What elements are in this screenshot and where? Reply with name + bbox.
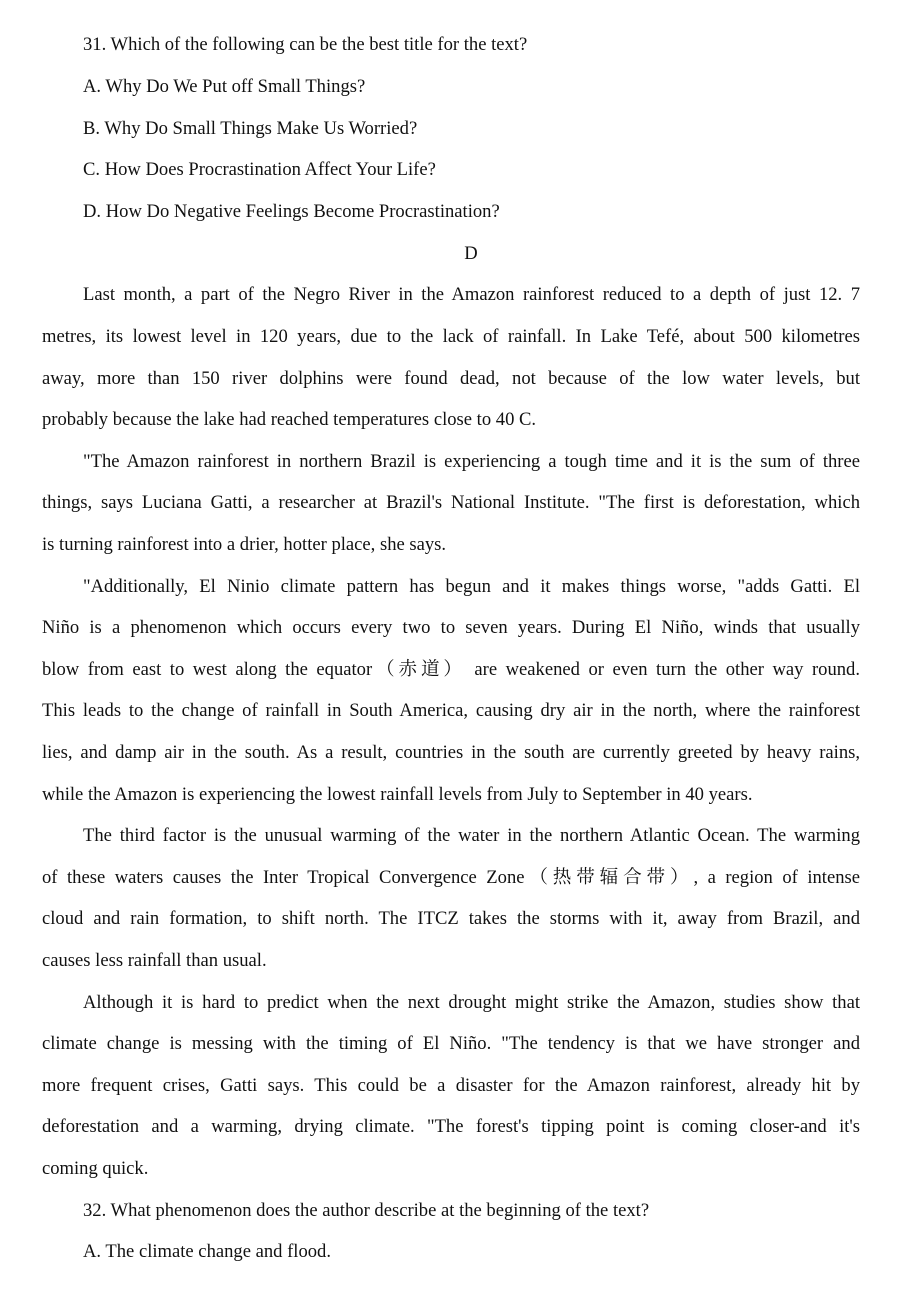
passage-line: things, says Luciana Gatti, a researcher at Brazil's National Institute. "The first is deforestation, which	[42, 492, 860, 513]
passage-line: causes less rainfall than usual.	[42, 950, 267, 971]
passage-line: is turning rainforest into a drier, hotter place, she says.	[42, 534, 447, 555]
passage-line: Although it is hard to predict when the next drought might strike the Amazon, studies show that	[83, 992, 860, 1013]
question-32: 32. What phenomenon does the author describe at the beginning of the text?	[83, 1200, 650, 1221]
option-b: B. Why Do Small Things Make Us Worried?	[83, 118, 418, 139]
option-a: A. Why Do We Put off Small Things?	[83, 76, 366, 97]
question-31: 31. Which of the following can be the best title for the text?	[83, 34, 528, 55]
passage-line: lies, and damp air in the south. As a result, countries in the south are currently greeted by heavy rains,	[42, 742, 860, 763]
passage-line: of these waters causes the Inter Tropical Convergence Zone（热带辐合带）, a region of intense	[42, 867, 860, 888]
option-c: C. How Does Procrastination Affect Your Life?	[83, 159, 436, 180]
passage-line: more frequent crises, Gatti says. This could be a disaster for the Amazon rainforest, already hit by	[42, 1075, 860, 1096]
passage-line: "Additionally, El Ninio climate pattern has begun and it makes things worse, "adds Gatti. El	[83, 576, 860, 597]
section-label: D	[464, 243, 478, 264]
passage-line: deforestation and a warming, drying climate. "The forest's tipping point is coming closer-and it's	[42, 1116, 860, 1137]
passage-line: This leads to the change of rainfall in South America, causing dry air in the north, where the rainforest	[42, 700, 860, 721]
passage-line: coming quick.	[42, 1158, 149, 1179]
passage-line: Niño is a phenomenon which occurs every two to seven years. During El Niño, winds that usually	[42, 617, 860, 638]
passage-line: metres, its lowest level in 120 years, due to the lack of rainfall. In Lake Tefé, about 500 kilometres	[42, 326, 860, 347]
passage-line: Last month, a part of the Negro River in the Amazon rainforest reduced to a depth of just 12. 7	[83, 284, 860, 305]
passage-line: The third factor is the unusual warming of the water in the northern Atlantic Ocean. The warming	[83, 825, 860, 846]
passage-line: away, more than 150 river dolphins were found dead, not because of the low water levels, but	[42, 368, 860, 389]
passage-line: while the Amazon is experiencing the lowest rainfall levels from July to September in 40 years.	[42, 784, 753, 805]
passage-line: "The Amazon rainforest in northern Brazil is experiencing a tough time and it is the sum of three	[83, 451, 860, 472]
passage-line: cloud and rain formation, to shift north. The ITCZ takes the storms with it, away from Brazil, and	[42, 908, 860, 929]
passage-line: climate change is messing with the timing of El Niño. "The tendency is that we have stronger and	[42, 1033, 860, 1054]
option-d: D. How Do Negative Feelings Become Procrastination?	[83, 201, 500, 222]
passage-line: blow from east to west along the equator（赤道） are weakened or even turn the other way round.	[42, 659, 860, 680]
passage-line: probably because the lake had reached temperatures close to 40 C.	[42, 409, 537, 430]
option-a: A. The climate change and flood.	[83, 1241, 332, 1262]
